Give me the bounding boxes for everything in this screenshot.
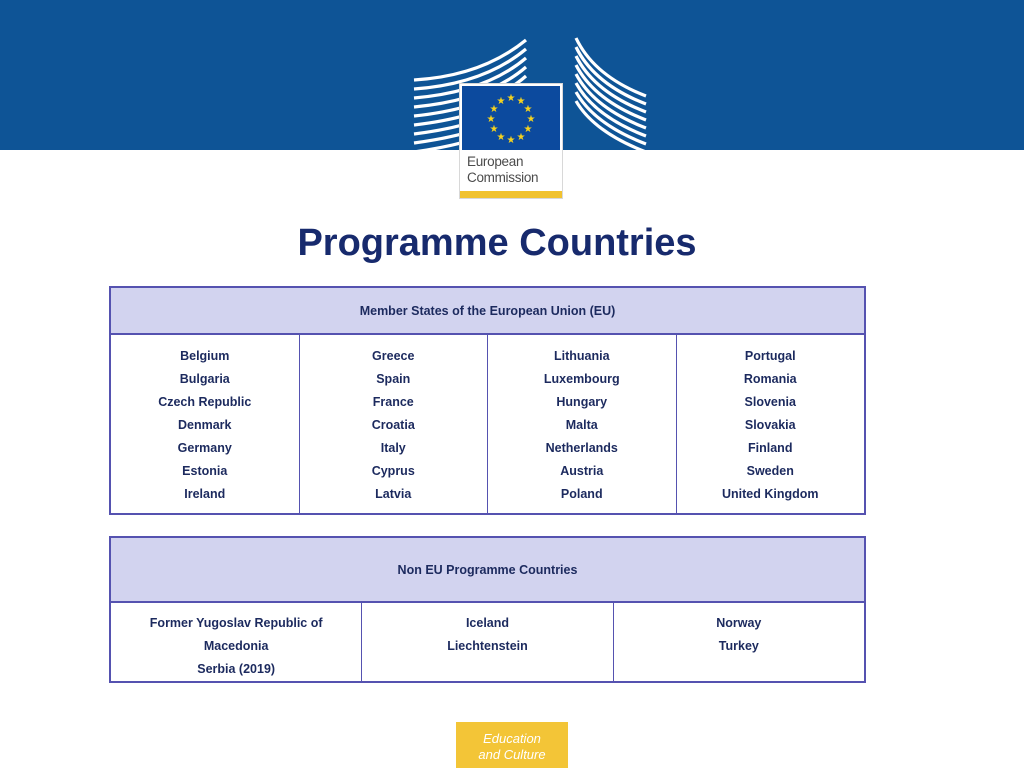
non-eu-table-columns: [111, 603, 864, 681]
eu-column-2: [300, 335, 489, 513]
country-item: Denmark: [178, 418, 232, 432]
country-item: Poland: [560, 487, 603, 501]
country-item: Belgium: [180, 349, 230, 363]
country-item: Former Yugoslav Republic of: [149, 616, 323, 630]
country-item: Ireland: [184, 487, 226, 501]
country-item: Sweden: [746, 464, 794, 478]
eu-flag: [462, 86, 560, 150]
non-eu-countries-table: [109, 536, 866, 683]
svg-text:★: ★: [486, 114, 496, 125]
eu-member-states-table: [109, 286, 866, 515]
country-item: France: [372, 395, 414, 409]
page-title: Programme Countries: [297, 222, 697, 264]
education-culture-badge: [456, 722, 568, 768]
country-item: Croatia: [371, 418, 415, 432]
country-item: Portugal: [744, 349, 796, 363]
logo-card: [460, 84, 562, 198]
country-item: Luxembourg: [543, 372, 620, 386]
non-eu-column-3: [614, 603, 864, 681]
country-item: Germany: [177, 441, 232, 455]
non-eu-column-2: [362, 603, 613, 681]
country-item: Iceland: [465, 616, 510, 630]
country-item: Czech Republic: [158, 395, 252, 409]
non-eu-table-heading: Non EU Programme Countries: [111, 538, 864, 603]
svg-text:★: ★: [496, 96, 506, 107]
country-item: Malta: [565, 418, 598, 432]
country-item: Norway: [716, 616, 762, 630]
svg-text:★: ★: [496, 132, 506, 143]
country-item: Serbia (2019): [197, 662, 276, 676]
country-item: Cyprus: [371, 464, 415, 478]
svg-text:★: ★: [489, 124, 499, 135]
country-item: Romania: [743, 372, 797, 386]
country-item: Macedonia: [203, 639, 269, 653]
svg-text:★: ★: [523, 104, 533, 115]
non-eu-column-1: [111, 603, 362, 681]
eu-table-heading: Member States of the European Union (EU): [111, 288, 864, 335]
country-item: Estonia: [182, 464, 228, 478]
svg-text:★: ★: [489, 104, 499, 115]
svg-text:★: ★: [506, 93, 516, 104]
eu-column-3: [488, 335, 677, 513]
eu-column-1: [111, 335, 300, 513]
svg-text:★: ★: [526, 114, 536, 125]
country-item: Bulgaria: [179, 372, 230, 386]
svg-text:★: ★: [516, 132, 526, 143]
country-item: Liechtenstein: [447, 639, 528, 653]
country-item: Austria: [560, 464, 604, 478]
country-item: Greece: [372, 349, 415, 363]
svg-text:★: ★: [516, 96, 526, 107]
logo-accent-bar: [460, 191, 562, 198]
country-item: Italy: [380, 441, 406, 455]
country-item: Latvia: [375, 487, 412, 501]
country-item: United Kingdom: [721, 487, 819, 501]
country-item: Slovakia: [744, 418, 796, 432]
logo-line-commission: Commission: [467, 170, 539, 185]
footer-line-2: and Culture: [478, 747, 546, 762]
country-item: Netherlands: [545, 441, 618, 455]
country-item: Hungary: [556, 395, 608, 409]
eu-column-4: [677, 335, 865, 513]
country-item: Lithuania: [553, 349, 610, 363]
eu-table-columns: [111, 335, 864, 513]
country-item: Finland: [748, 441, 793, 455]
logo-wordmark: [467, 154, 538, 186]
svg-text:★: ★: [506, 135, 516, 146]
footer-line-1: Education: [483, 731, 541, 746]
eu-stars-icon: [487, 93, 536, 146]
logo-line-european: European: [467, 154, 524, 169]
country-item: Slovenia: [744, 395, 796, 409]
country-item: Turkey: [718, 639, 759, 653]
european-commission-logo: [412, 36, 648, 202]
svg-text:★: ★: [523, 124, 533, 135]
country-item: Spain: [376, 372, 411, 386]
